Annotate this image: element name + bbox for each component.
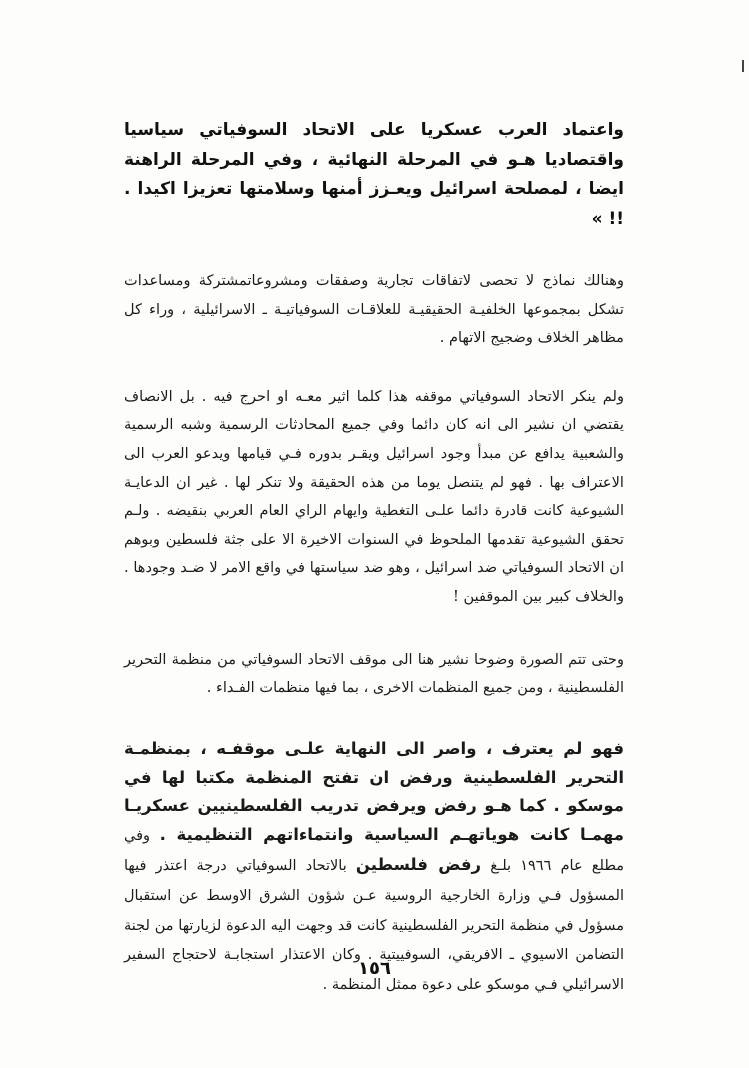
- page-number: ١٥٦: [358, 958, 391, 979]
- paragraph-text: وهنالك نماذج لا تحصى لاتفاقات تجارية وصفقات ومشروعاتمشتركة ومساعدات تشكل بمجموعها الخلفيـة الحقيقيـة للعلاقـات السوفياتيـة ـ الاسرائيلية ، وراء كل مظاهر الخلاف وضجيج الاتهام .: [124, 272, 624, 347]
- paragraph-plo-position: [124, 646, 624, 703]
- page-body: [124, 116, 624, 1000]
- regular-text: وفي مطلع عام ١٩٦٦ بلـغ: [124, 828, 624, 874]
- regular-text: بالاتحاد السوفياتي درجة اعتذر فيها المسؤول فـي وزارة الخارجية الروسية عـن شؤون الشرق الاوسط عن استقبال مسؤول في منظمة التحرير الفلسطينية كانت قد وجهت اليه الدعوة لزيارتها من لجنة التضامن الاسيوي ـ الافريقي، السوفييتية . وكان الاعتذار استجابـة لاحتجاج السفير الاسرائيلي فـي موسكو على دعوة ممثل المنظمة .: [124, 857, 624, 994]
- paragraph-soviet-position: [124, 383, 624, 612]
- paragraph-text: وحتى تتم الصورة وضوحا نشير هنا الى موقف الاتحاد السوفياتي من منظمة التحرير الفلسطينية ، ومن جميع المنظمات الاخرى ، بما فيها منظمات الفـداء .: [124, 650, 624, 697]
- bold-text: رفض فلسطين: [355, 854, 482, 874]
- paragraph-quote-end: [124, 116, 624, 234]
- paragraph-text: ولم ينكر الاتحاد السوفياتي موقفه هذا كلما اثير معـه او احرج فيه . بل الانصاف يقتضي ان نشير الى انه كان دائما وفي جميع المحادثات الرسمية وشبه الرسمية والشعبية يدافع عن مبدأ وجود اسرائيل ويقـر بدوره فـي قيامها ويدعو العرب الى الاعتراف بها . فهو لم يتنصل يوما من هذه الحقيقة ولا تنكر لها . غير ان الدعايـة الشيوعية كانت قادرة دائما علـى التغطية وايهام الراي العام العربي بنقيضه . ولـم تحقق الشيوعية تقدمها الملحوظ في السنوات الاخيرة الا على جثة فلسطين وبوهم ان الاتحاد السوفياتي ضد اسرائيل ، وهو ضد سياستها في واقع الامر لا ضـد وجودها . والخلاف كبير بين الموقفين !: [124, 387, 625, 605]
- paragraph-trade-agreements: [124, 267, 624, 353]
- bold-text: فهو لم يعترف ، واصر الى النهاية علـى موقفـه ، بمنظمـة التحرير الفلسطينية ورفض ان تفتح المنظمة مكتبا لها في موسكو . كما هـو رفض ويرفض تدريب الفلسطينيين عسكريـا مهمـا كانت هوياتهـم السياسية وانتماءاتهم التنظيمية .: [124, 738, 624, 845]
- paragraph-text: واعتماد العرب عسكريا على الاتحاد السوفياتي سياسيا واقتصاديا هـو في المرحلة النهائية ، وفي المرحلة الراهنة ايضا ، لمصلحة اسرائيل ويعـزز أمنها وسلامتها تعزيزا اكيدا . !! »: [124, 120, 624, 229]
- scan-edge-mark: [742, 60, 744, 72]
